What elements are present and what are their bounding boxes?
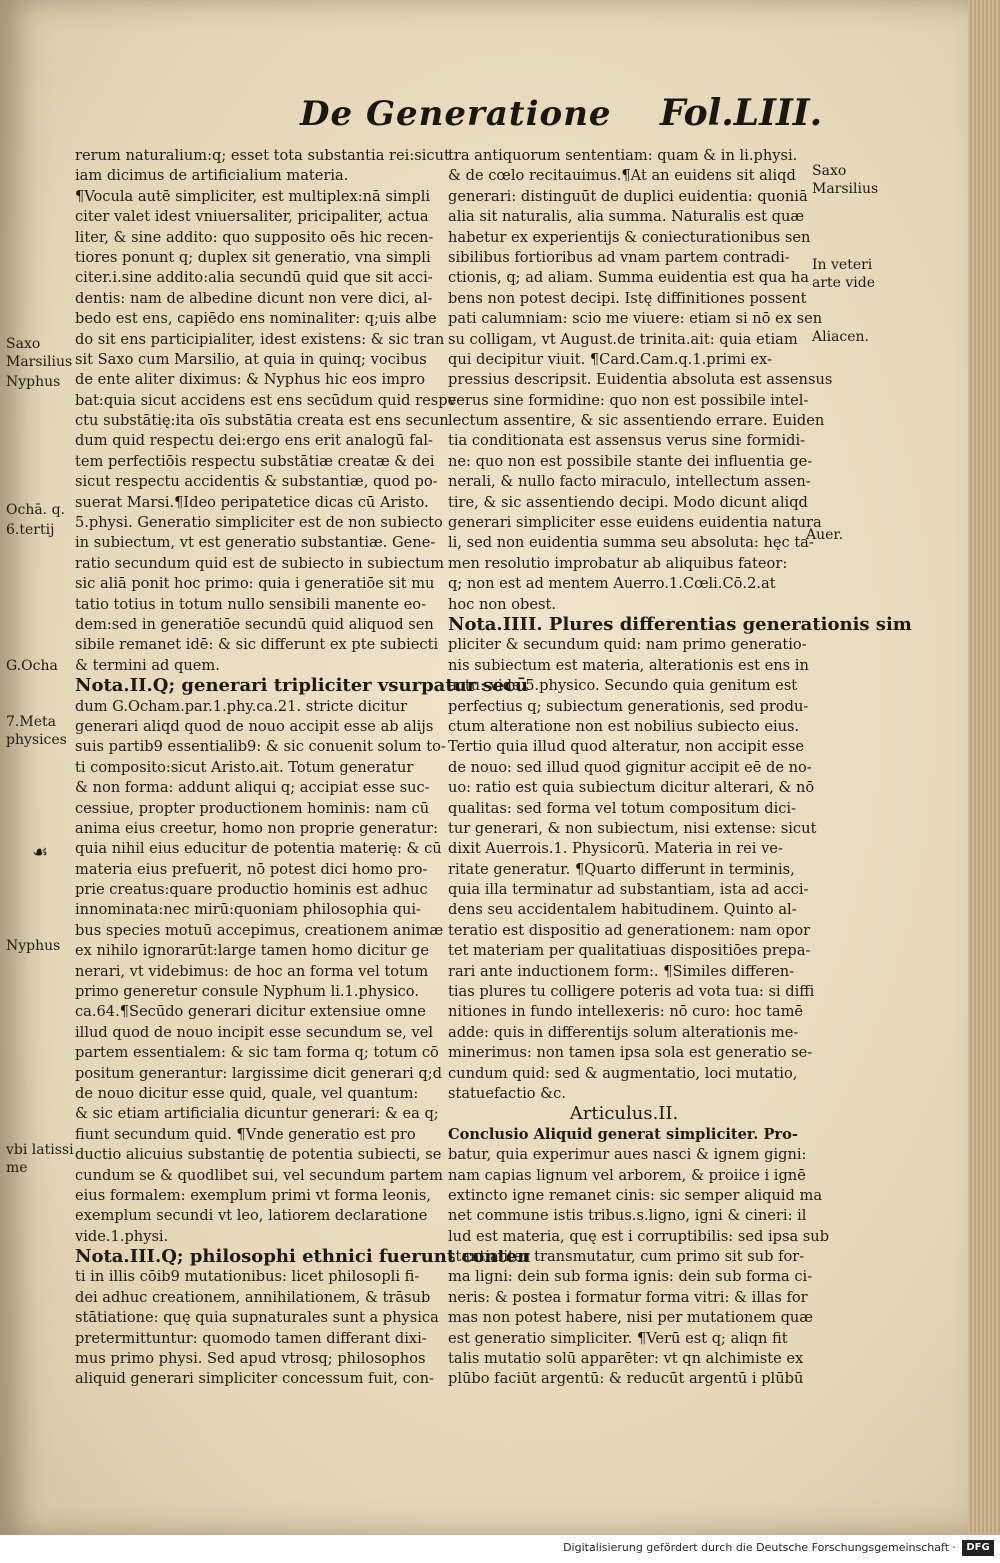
left-column-line: dum quid respectu dei:ergo ens erit analogū fal- xyxy=(75,432,433,450)
left-column-line: nerari, vt videbimus: de hoc an forma vel totum xyxy=(75,962,429,980)
right-column-line: neris: & postea i formatur forma vitri: & illas for xyxy=(448,1288,808,1306)
right-column-line: men resolutio improbatur ab aliquibus fateor: xyxy=(448,554,788,572)
left-column-line: dentis: nam de albedine dicunt non vere dici, al- xyxy=(75,289,433,307)
margin-note-g-ocham: G.Ocha xyxy=(6,658,58,674)
right-column-line: uo: ratio est quia subiectum dicitur alterari, & nō xyxy=(448,779,815,797)
left-column-line: & non forma: addunt aliqui q; accipiat esse suc- xyxy=(75,779,430,797)
right-column-line: bens non potest decipi. Istę diffinitiones possent xyxy=(448,289,807,307)
margin-note-aliacen: Aliacen. xyxy=(812,329,870,345)
left-column-line: dum G.Ocham.par.1.phy.ca.21. stricte dicitur xyxy=(75,697,408,715)
left-column-line: liter, & sine addito: quo supposito oēs hic recen- xyxy=(75,228,434,246)
right-column-line: nis subiectum est materia, alterationis est ens in xyxy=(448,656,809,674)
left-column-line: iam dicimus de artificialium materia. xyxy=(75,167,349,185)
right-column-line: ne: quo non est possibile stante dei influentia ge- xyxy=(448,452,813,470)
margin-note-auer: Auer. xyxy=(806,527,844,543)
left-column-line: Nota.II.Q; generari tripliciter vsurpatur secū xyxy=(75,675,529,697)
left-column-line: suerat Marsi.¶Ideo peripatetice dicas cū Aristo. xyxy=(75,493,429,511)
left-column-line: dem:sed in generatiōe secundū quid aliquod sen xyxy=(75,615,434,633)
left-column-line: ex nihilo ignorarūt:large tamen homo dicitur ge xyxy=(75,942,429,960)
right-column-line: quia illa terminatur ad substantiam, ista ad acci- xyxy=(448,881,809,899)
right-column-line: nerali, & nullo facto miraculo, intellectum assen- xyxy=(448,473,811,491)
right-column-line: tra antiquorum sententiam: quam & in li.physi. xyxy=(448,147,798,164)
margin-note-arte-vide: arte vide xyxy=(812,275,876,291)
left-column-line: ratio secundum quid est de subiecto in subiectum xyxy=(75,554,445,572)
right-column-line: habetur ex experientijs & coniecturationibus sen xyxy=(448,228,811,246)
right-column-line: perfectius q; subiectum generationis, sed produ- xyxy=(448,697,809,715)
right-column-line: Conclusio Aliquid generat simpliciter. Pro- xyxy=(448,1125,798,1143)
left-column-line: tatio totius in totum nullo sensibili manente eo- xyxy=(75,595,427,613)
left-column-line: mus primo physi. Sed apud vtrosq; philosophos xyxy=(75,1350,426,1368)
right-column-line: dixit Auerrois.1. Physicorū. Materia in rei ve- xyxy=(448,840,783,858)
right-column-line: est generatio simpliciter. ¶Verū est q; aliqn fit xyxy=(448,1329,788,1347)
left-column-line: sibile remanet idē: & sic differunt ex pte subiecti xyxy=(75,636,439,654)
left-column-line: de ente aliter diximus: & Nyphus hic eos impro xyxy=(75,371,426,389)
right-column-line: generari simpliciter esse euidens euidentia natura xyxy=(448,514,822,532)
footer-credit: Digitalisierung gefördert durch die Deutsche Forschungsgemeinschaft · xyxy=(563,1541,956,1554)
left-column-line: sic aliā ponit hoc primo: quia i generatiōe sit mu xyxy=(75,575,435,593)
folio-number: Fol.LIII. xyxy=(660,92,823,134)
left-column-line: & sic etiam artificialia dicuntur generari: & ea q; xyxy=(75,1105,439,1123)
right-column-line: ctum alteratione non est nobilius subiecto eius. xyxy=(448,717,800,735)
right-column-line: nam capias lignum vel arborem, & proiice i ignē xyxy=(448,1166,806,1184)
left-column-line: stātiatione: quę quia supnaturales sunt a physica xyxy=(75,1309,439,1327)
left-column-line: de nouo dicitur esse quid, quale, vel quantum: xyxy=(75,1084,419,1102)
right-column-line: sibilibus fortioribus ad vnam partem contradi- xyxy=(448,248,790,266)
right-column-line: tias plures tu colligere poteris ad vota tua: si diffi xyxy=(448,983,815,1001)
right-column-line: nitiones in fundo intellexeris: nō curo: hoc tamē xyxy=(448,1003,804,1021)
margin-note-right-marsilius: Marsilius xyxy=(812,181,879,197)
right-column-line: minerimus: non tamen ipsa sola est generatio se- xyxy=(448,1044,813,1062)
left-column-line: ca.64.¶Secūdo generari dicitur extensiue omne xyxy=(75,1003,426,1021)
right-column-line: pressius descripsit. Euidentia absoluta est assensus xyxy=(448,371,833,389)
margin-note-right-saxo: Saxo xyxy=(812,163,847,179)
right-column-line: su colligam, vt August.de trinita.ait: quia etiam xyxy=(448,330,798,348)
right-column-line: verus sine formidine: quo non est possibile intel- xyxy=(448,391,809,409)
page-edge xyxy=(968,0,1000,1535)
right-column-line: actu: vide.5.physico. Secundo quia genitum est xyxy=(448,677,798,695)
right-column-line: alia sit naturalis, alia summa. Naturalis est quæ xyxy=(448,208,805,226)
right-column-line: Articulus.II. xyxy=(569,1103,679,1125)
left-column-line: sit Saxo cum Marsilio, at quia in quinq; vocibus xyxy=(75,350,427,368)
right-column-line: ritate generatur. ¶Quarto differunt in terminis, xyxy=(448,860,795,878)
left-column-line: pretermittuntur: quomodo tamen differant dixi- xyxy=(75,1329,427,1347)
left-column-line: citer valet idest vniuersaliter, pricipaliter, actua xyxy=(75,208,429,226)
margin-note-in-veteri: In veteri xyxy=(812,257,873,273)
right-column-line: de nouo: sed illud quod gignitur accipit eē de no- xyxy=(448,758,812,776)
right-column-line: teratio est dispositio ad generationem: nam opor xyxy=(448,921,811,939)
left-column-line: ¶Vocula autē simpliciter, est multiplex:nā simpli xyxy=(75,187,431,205)
right-column-line: q; non est ad mentem Auerro.1.Cœli.Cō.2.at xyxy=(448,575,776,593)
left-column-line: ti composito:sicut Aristo.ait. Totum generatur xyxy=(75,758,414,776)
margin-note-nyphus-2: Nyphus xyxy=(6,938,61,954)
right-column-line: net commune istis tribus.s.ligno, igni & cineri: il xyxy=(448,1207,807,1225)
right-column-line: lud est materia, quę est i corruptibilis: sed ipsa sub xyxy=(448,1227,830,1245)
left-column-line: dei adhuc creationem, annihilationem, & trāsub xyxy=(75,1288,431,1306)
right-column-line: statuefactio &c. xyxy=(448,1084,566,1102)
margin-note-metaphysices-2: physices xyxy=(6,732,67,748)
left-column-line: ti in illis cōib9 mutationibus: licet philosopli fi- xyxy=(75,1268,420,1286)
left-column-line: 5.physi. Generatio simpliciter est de non subiecto xyxy=(75,514,443,532)
right-column-line: batur, quia experimur aues nasci & ignem gigni: xyxy=(448,1146,807,1164)
margin-note-marsilius: Marsilius xyxy=(6,354,73,370)
left-column-line: illud quod de nouo incipit esse secundum se, vel xyxy=(75,1023,434,1041)
right-column-line: adde: quis in differentijs solum alterationis me- xyxy=(448,1023,799,1041)
left-column-line: quia nihil eius educitur de potentia materię: & cū xyxy=(75,840,442,858)
running-title: De Generatione xyxy=(300,94,612,134)
right-column-line: pati calumniam: scio me viuere: etiam si nō ex sen xyxy=(448,310,823,328)
right-column-line: ma ligni: dein sub forma ignis: dein sub forma ci- xyxy=(448,1268,813,1286)
right-column-line: talis mutatio solū apparēter: vt qn alchimiste ex xyxy=(448,1350,804,1368)
right-column-line: generari: distinguūt de duplici euidentia: quoniā xyxy=(448,187,808,205)
left-column-line: bat:quia sicut accidens est ens secūdum quid respe xyxy=(75,391,457,409)
margin-note-ocham-q: Ochā. q. xyxy=(6,502,65,518)
left-column-line: anima eius creetur, homo non proprie generatur: xyxy=(75,819,438,837)
margin-note-metaphysices-1: 7.Meta xyxy=(6,714,56,730)
left-column-line: tiores ponunt q; duplex sit generatio, vna simpli xyxy=(75,248,431,266)
margin-note-nyphus: Nyphus xyxy=(6,374,61,390)
right-column-line: cundum quid: sed & augmentatio, loci mutatio, xyxy=(448,1064,798,1082)
left-column-line: partem essentialem: & sic tam forma q; totum cō xyxy=(75,1044,439,1062)
left-column-line: bedo est ens, capiēdo ens nominaliter: q;uis albe xyxy=(75,310,437,328)
left-column-line: do sit ens participialiter, idest existens: & sic tran xyxy=(75,330,445,348)
left-column-line: ductio alicuius substantię de potentia subiecti, se xyxy=(75,1146,442,1164)
right-column-line: qui decipitur viuit. ¶Card.Cam.q.1.primi ex- xyxy=(448,350,772,368)
footer-bar xyxy=(0,1535,1000,1563)
left-column-line: Nota.III.Q; philosophi ethnici fuerunt conten xyxy=(75,1246,531,1268)
right-column-line: tire, & sic assentiendo decipi. Modo dicunt aliqd xyxy=(448,493,808,511)
left-column-line: citer.i.sine addito:alia secundū quid que sit acci- xyxy=(75,269,433,287)
right-column-line: stantialiter transmutatur, cum primo sit sub for- xyxy=(448,1248,805,1266)
right-column-line: pliciter & secundum quid: nam primo generatio- xyxy=(448,636,807,654)
left-column-line: aliquid generari simpliciter concessum fuit, con- xyxy=(75,1370,434,1388)
left-column-line: suis partib9 essentialib9: & sic conuenit solum to- xyxy=(75,738,446,756)
left-column-line: prie creatus:quare productio hominis est adhuc xyxy=(75,881,428,899)
right-column-line: tia conditionata est assensus verus sine formidi- xyxy=(448,432,806,450)
margin-note-vbi-latissime-2: me xyxy=(6,1160,28,1176)
right-column-line: plūbo faciūt argentū: & reducūt argentū i plūbū xyxy=(448,1370,804,1388)
left-column-line: rerum naturalium:q; esset tota substantia rei:sicut xyxy=(75,147,450,164)
manicule-icon: ☙ xyxy=(32,842,49,863)
left-column-line: & termini ad quem. xyxy=(75,656,220,674)
left-column-line: primo generetur consule Nyphum li.1.physico. xyxy=(75,983,419,1001)
right-column-line: dens seu accidentalem habitudinem. Quinto al- xyxy=(448,901,797,919)
right-column-line: & de cœlo recitauimus.¶At an euidens sit aliqd xyxy=(448,167,796,185)
right-column-line: extincto igne remanet cinis: sic semper aliquid ma xyxy=(448,1186,823,1204)
left-column-line: positum generantur: largissime dicit generari q;d xyxy=(75,1064,442,1082)
right-column-line: mas non potest habere, nisi per mutationem quæ xyxy=(448,1309,814,1327)
right-column-line: ctionis, q; ad aliam. Summa euidentia est qua ha xyxy=(448,269,809,287)
left-column-line: sicut respectu accidentis & substantiæ, quod po- xyxy=(75,473,438,491)
margin-note-ocham-tertij: 6.tertij xyxy=(6,522,55,538)
right-column-line: rari ante inductionem form:. ¶Similes differen- xyxy=(448,962,795,980)
left-column-line: innominata:nec mirū:quoniam philosophia qui- xyxy=(75,901,421,919)
right-column-line: qualitas: sed forma vel totum compositum dici- xyxy=(448,799,797,817)
left-column-line: cundum se & quodlibet sui, vel secundum partem xyxy=(75,1166,443,1184)
right-column-line: lectum assentire, & sic assentiendo errare. Euiden xyxy=(448,412,825,430)
left-column-line: tem perfectiōis respectu substātiæ creatæ & dei xyxy=(75,452,435,470)
right-column-line: hoc non obest. xyxy=(448,595,556,613)
margin-note-saxo: Saxo xyxy=(6,336,41,352)
right-column-line: li, sed non euidentia summa seu absoluta: hęc ta- xyxy=(448,534,814,552)
right-column-line: tet materiam per qualitatiuas dispositiōes prepa- xyxy=(448,942,811,960)
dfg-logo: DFG xyxy=(962,1540,994,1556)
left-column-line: fiunt secundum quid. ¶Vnde generatio est pro xyxy=(75,1125,416,1143)
left-column-line: materia eius prefuerit, nō potest dici homo pro- xyxy=(75,860,428,878)
left-column-line: generari aliqd quod de nouo accipit esse ab alijs xyxy=(75,717,434,735)
right-column-line: tur generari, & non subiectum, nisi extense: sicut xyxy=(448,819,817,837)
right-column-line: Tertio quia illud quod alteratur, non accipit esse xyxy=(448,738,804,756)
left-column-line: in subiectum, vt est generatio substantiæ. Gene- xyxy=(75,534,436,552)
right-column-line: Nota.IIII. Plures differentias generationis sim xyxy=(448,613,912,635)
margin-note-vbi-latissime-1: vbi latissi xyxy=(6,1142,74,1158)
left-column-line: bus species motuū accepimus, creationem animæ xyxy=(75,921,444,939)
left-column-line: cessiue, propter productionem hominis: nam cū xyxy=(75,799,430,817)
left-column-line: eius formalem: exemplum primi vt forma leonis, xyxy=(75,1186,431,1204)
left-column-line: exemplum secundi vt leo, latiorem declaratione xyxy=(75,1207,428,1225)
left-column-line: vide.1.physi. xyxy=(75,1227,169,1245)
left-column-line: ctu substātię:ita oīs substātia creata est ens secun xyxy=(75,412,449,430)
